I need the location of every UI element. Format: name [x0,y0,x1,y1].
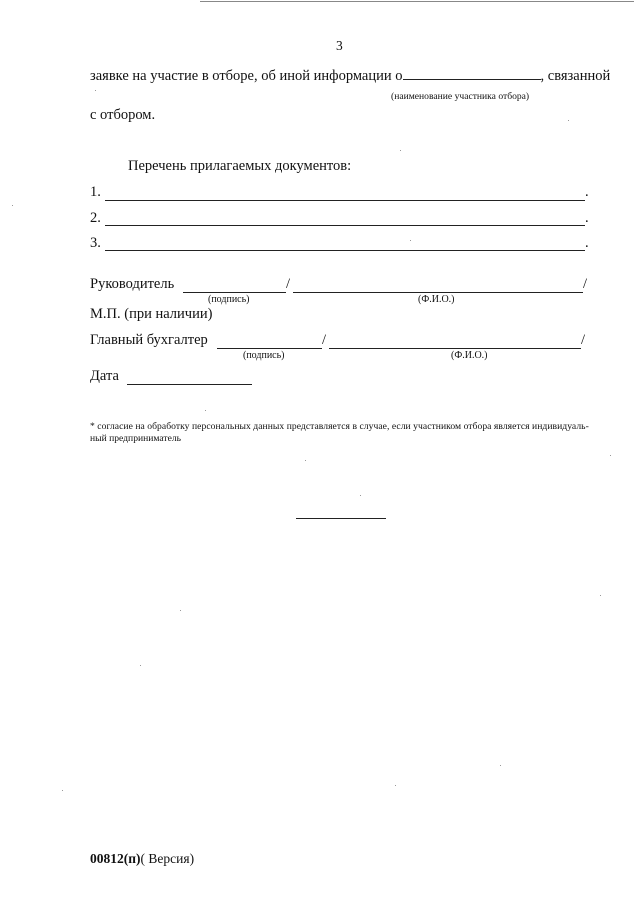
footer [90,851,194,867]
head-label: Руководитель [90,276,175,292]
head-slash: / [286,276,291,292]
document-item-3-field[interactable] [105,250,585,251]
accountant-slash-end: / [581,332,586,348]
end-separator [296,518,386,519]
date-label: Дата [90,368,119,384]
scan-speck [400,150,401,151]
document-item-number: 1. [90,184,101,200]
head-name-field[interactable] [293,292,583,293]
accountant-slash: / [322,332,327,348]
scan-speck [140,665,141,666]
accountant-signature-hint: (подпись) [243,350,285,361]
date-field[interactable] [127,384,252,385]
scan-speck [180,610,181,611]
head-signature-hint: (подпись) [208,294,250,305]
document-item-1-field[interactable] [105,200,585,201]
participant-name-hint: (наименование участника отбора) [391,91,530,102]
scan-speck [410,240,411,241]
document-item-1 [90,184,101,201]
scan-speck [205,410,206,411]
document-item-number: 3. [90,235,101,251]
document-item-number: 2. [90,210,101,226]
scan-speck [610,455,611,456]
intro-text-end: , связанной [540,68,611,84]
accountant-label: Главный бухгалтер [90,332,208,348]
accountant-name-field[interactable] [329,348,581,349]
document-code: 00812(п) [90,851,141,866]
document-item-3 [90,235,101,252]
page-number: 3 [336,38,343,53]
stamp-label: М.П. (при наличии) [90,306,213,322]
intro-line-2: с отбором. [90,107,156,123]
scan-speck [500,765,501,766]
intro-text-start: заявке на участие в отборе, об иной информации о [90,68,403,84]
document-item-2-end: . [585,210,589,226]
document-item-2-field[interactable] [105,225,585,226]
documents-heading: Перечень прилагаемых документов: [128,158,352,174]
scan-speck [305,460,306,461]
intro-line-1 [90,66,610,85]
scan-speck [600,595,601,596]
footnote-line-2: ный предприниматель [90,433,182,444]
head-slash-end: / [583,276,588,292]
footnote-line-1: * согласие на обработку персональных данных представляется в случае, если участником отбора является индивидуаль- [90,421,589,432]
head-name-hint: (Ф.И.О.) [418,294,455,305]
accountant-name-hint: (Ф.И.О.) [451,350,488,361]
scan-top-edge [200,1,634,2]
document-item-3-end: . [585,235,589,251]
accountant-signature-field[interactable] [217,348,322,349]
scan-speck [12,205,13,206]
participant-name-field[interactable] [403,66,541,80]
document-item-2 [90,210,101,227]
document-item-1-end: . [585,184,589,200]
scan-speck [395,785,396,786]
scan-speck [62,790,63,791]
document-version: ( Версия) [140,851,195,866]
scan-speck [95,90,96,91]
scan-speck [360,495,361,496]
head-signature-field[interactable] [183,292,286,293]
scan-speck [568,120,569,121]
